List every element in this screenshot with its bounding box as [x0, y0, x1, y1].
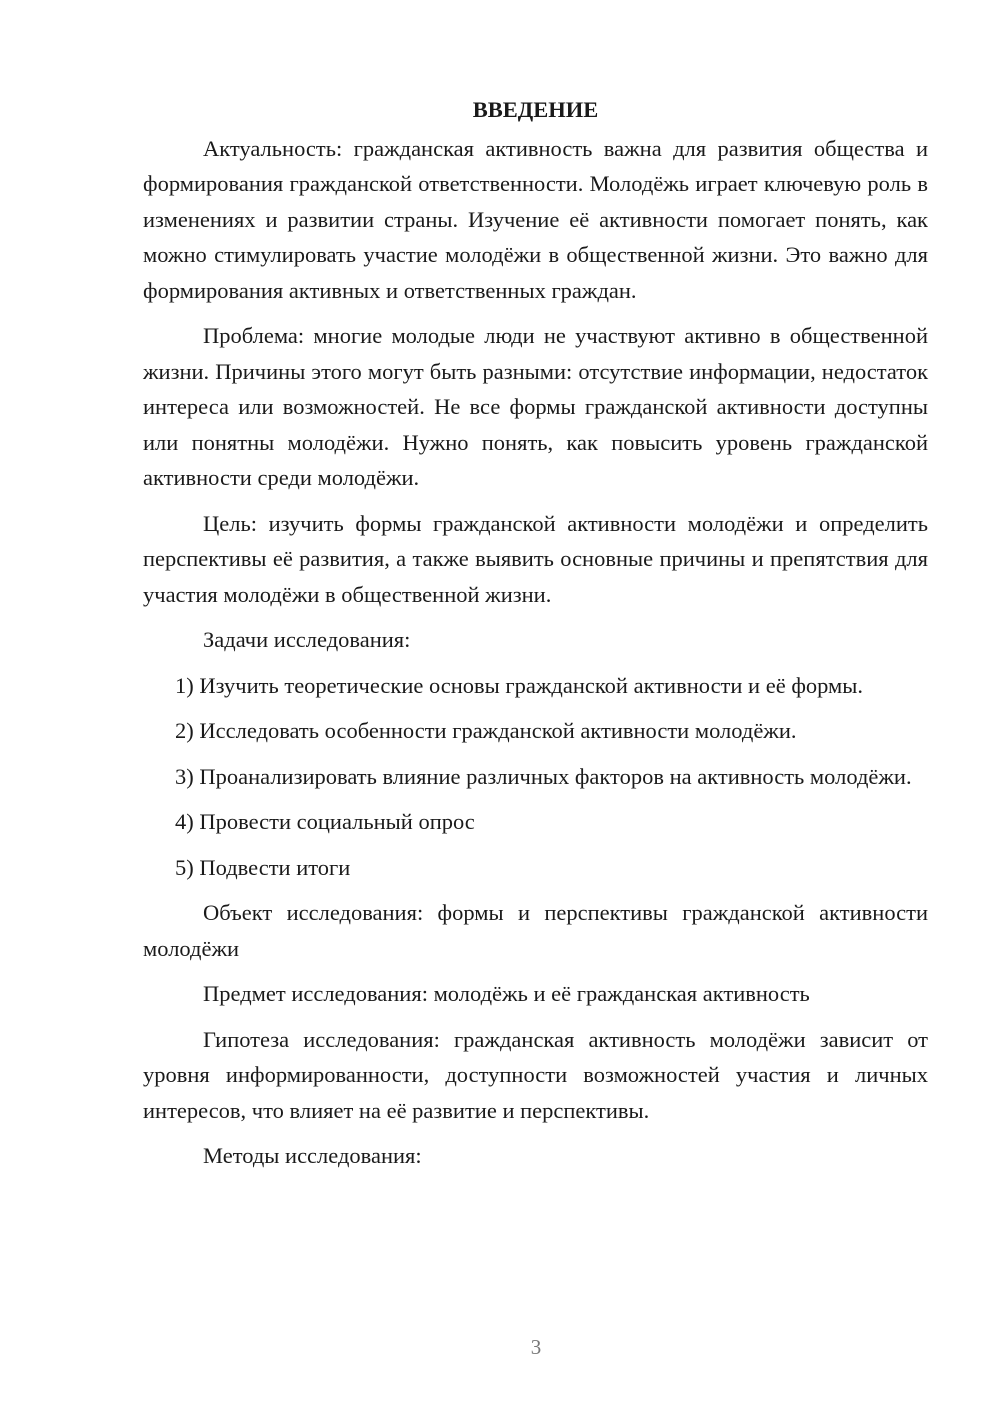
- object-paragraph: Объект исследования: формы и перспективы гражданской активности молодёжи: [143, 900, 928, 961]
- hypothesis-paragraph: Гипотеза исследования: гражданская активность молодёжи зависит от уровня информированности, доступности возможностей участия и личных интересов, что влияет на её развитие и перспективы.: [143, 1026, 928, 1123]
- relevance-paragraph: Актуальность: гражданская активность важна для развития общества и формирования гражданской ответственности. Молодёжь играет ключевую роль в изменениях и развитии страны. Изучение её активности помогает понять, как можно стимулировать участие молодёжи в общественной жизни. Это важно для формирования активных и ответственных граждан.: [143, 135, 928, 303]
- page-number: 3: [530, 1335, 542, 1359]
- task-item: 3) Проанализировать влияние различных факторов на активность молодёжи.: [175, 763, 912, 789]
- page-content: [143, 92, 928, 1184]
- problem-paragraph: Проблема: многие молодые люди не участвуют активно в общественной жизни. Причины этого могут быть разными: отсутствие информации, недостаток интереса или возможностей. Не все формы гражданской активности доступны или понятны молодёжи. Нужно понять, как повысить уровень гражданской активности среди молодёжи.: [143, 323, 928, 490]
- task-item: 2) Исследовать особенности гражданской активности молодёжи.: [175, 718, 797, 743]
- tasks-heading: Задачи исследования:: [203, 627, 411, 652]
- task-item: 5) Подвести итоги: [175, 854, 351, 880]
- page-title: ВВЕДЕНИЕ: [472, 97, 599, 122]
- goal-paragraph: Цель: изучить формы гражданской активности молодёжи и определить перспективы её развития, а также выявить основные причины и препятствия для участия молодёжи в общественной жизни.: [143, 510, 928, 607]
- methods-heading: Методы исследования:: [203, 1143, 422, 1168]
- subject-paragraph: Предмет исследования: молодёжь и её гражданская активность: [203, 981, 810, 1006]
- task-item: 4) Провести социальный опрос: [175, 809, 475, 834]
- task-item: 1) Изучить теоретические основы гражданской активности и её формы.: [175, 672, 864, 698]
